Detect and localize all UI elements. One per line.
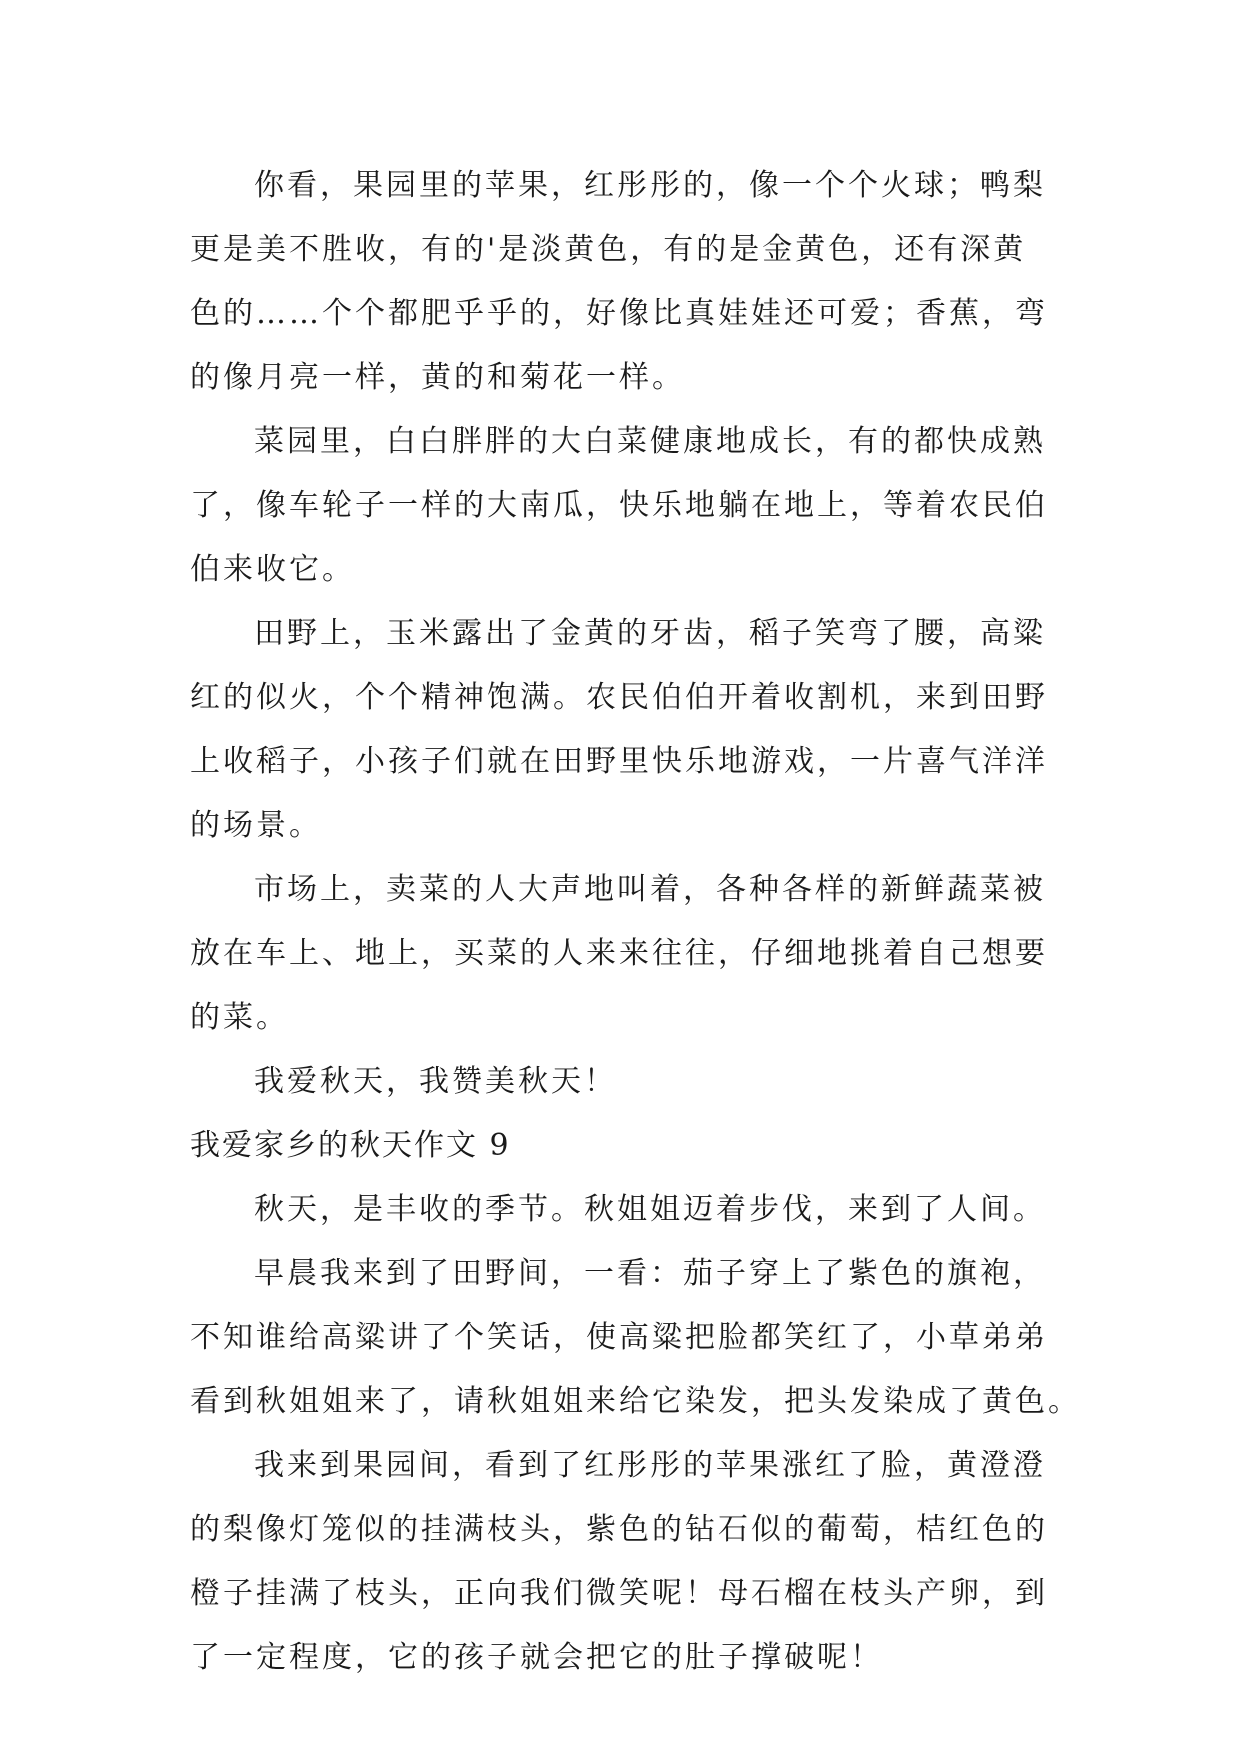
text-line: 田野上，玉米露出了金黄的牙齿，稻子笑弯了腰，高粱	[254, 616, 1046, 651]
text-line: 市场上，卖菜的人大声地叫着，各种各样的新鲜蔬菜被	[254, 872, 1046, 907]
text-line: 早晨我来到了田野间，一看：茄子穿上了紫色的旗袍，	[254, 1256, 1046, 1291]
text-line: 橙子挂满了枝头，正向我们微笑呢！母石榴在枝头产卵，到	[190, 1576, 1048, 1611]
text-line: 色的……个个都肥乎乎的，好像比真娃娃还可爱；香蕉，弯	[190, 296, 1048, 331]
text-line: 红的似火，个个精神饱满。农民伯伯开着收割机，来到田野	[190, 680, 1048, 715]
text-line: 的像月亮一样，黄的和菊花一样。	[190, 360, 685, 395]
text-line: 秋天，是丰收的季节。秋姐姐迈着步伐，来到了人间。	[254, 1192, 1046, 1227]
text-line: 的场景。	[190, 808, 322, 843]
text-line: 你看，果园里的苹果，红彤彤的，像一个个火球；鸭梨	[254, 168, 1046, 203]
text-line: 放在车上、地上，买菜的人来来往往，仔细地挑着自己想要	[190, 936, 1048, 971]
text-line: 的菜。	[190, 1000, 289, 1035]
text-line: 看到秋姐姐来了，请秋姐姐来给它染发，把头发染成了黄色。	[190, 1384, 1081, 1419]
text-line: 上收稻子，小孩子们就在田野里快乐地游戏，一片喜气洋洋	[190, 744, 1048, 779]
text-line: 更是美不胜收，有的'是淡黄色，有的是金黄色，还有深黄	[190, 232, 1027, 267]
text-line: 了，像车轮子一样的大南瓜，快乐地躺在地上，等着农民伯	[190, 488, 1048, 523]
text-line: 了一定程度，它的孩子就会把它的肚子撑破呢！	[190, 1640, 883, 1675]
text-line: 我来到果园间，看到了红彤彤的苹果涨红了脸，黄澄澄	[254, 1448, 1046, 1483]
text-line: 我爱秋天，我赞美秋天！	[254, 1064, 617, 1099]
text-line: 不知谁给高粱讲了个笑话，使高粱把脸都笑红了，小草弟弟	[190, 1320, 1048, 1355]
text-line: 的梨像灯笼似的挂满枝头，紫色的钻石似的葡萄，桔红色的	[190, 1512, 1048, 1547]
text-line: 伯来收它。	[190, 552, 355, 587]
section-heading: 我爱家乡的秋天作文 9	[190, 1128, 511, 1163]
text-line: 菜园里，白白胖胖的大白菜健康地成长，有的都快成熟	[254, 424, 1046, 459]
document-page	[190, 154, 1081, 1690]
